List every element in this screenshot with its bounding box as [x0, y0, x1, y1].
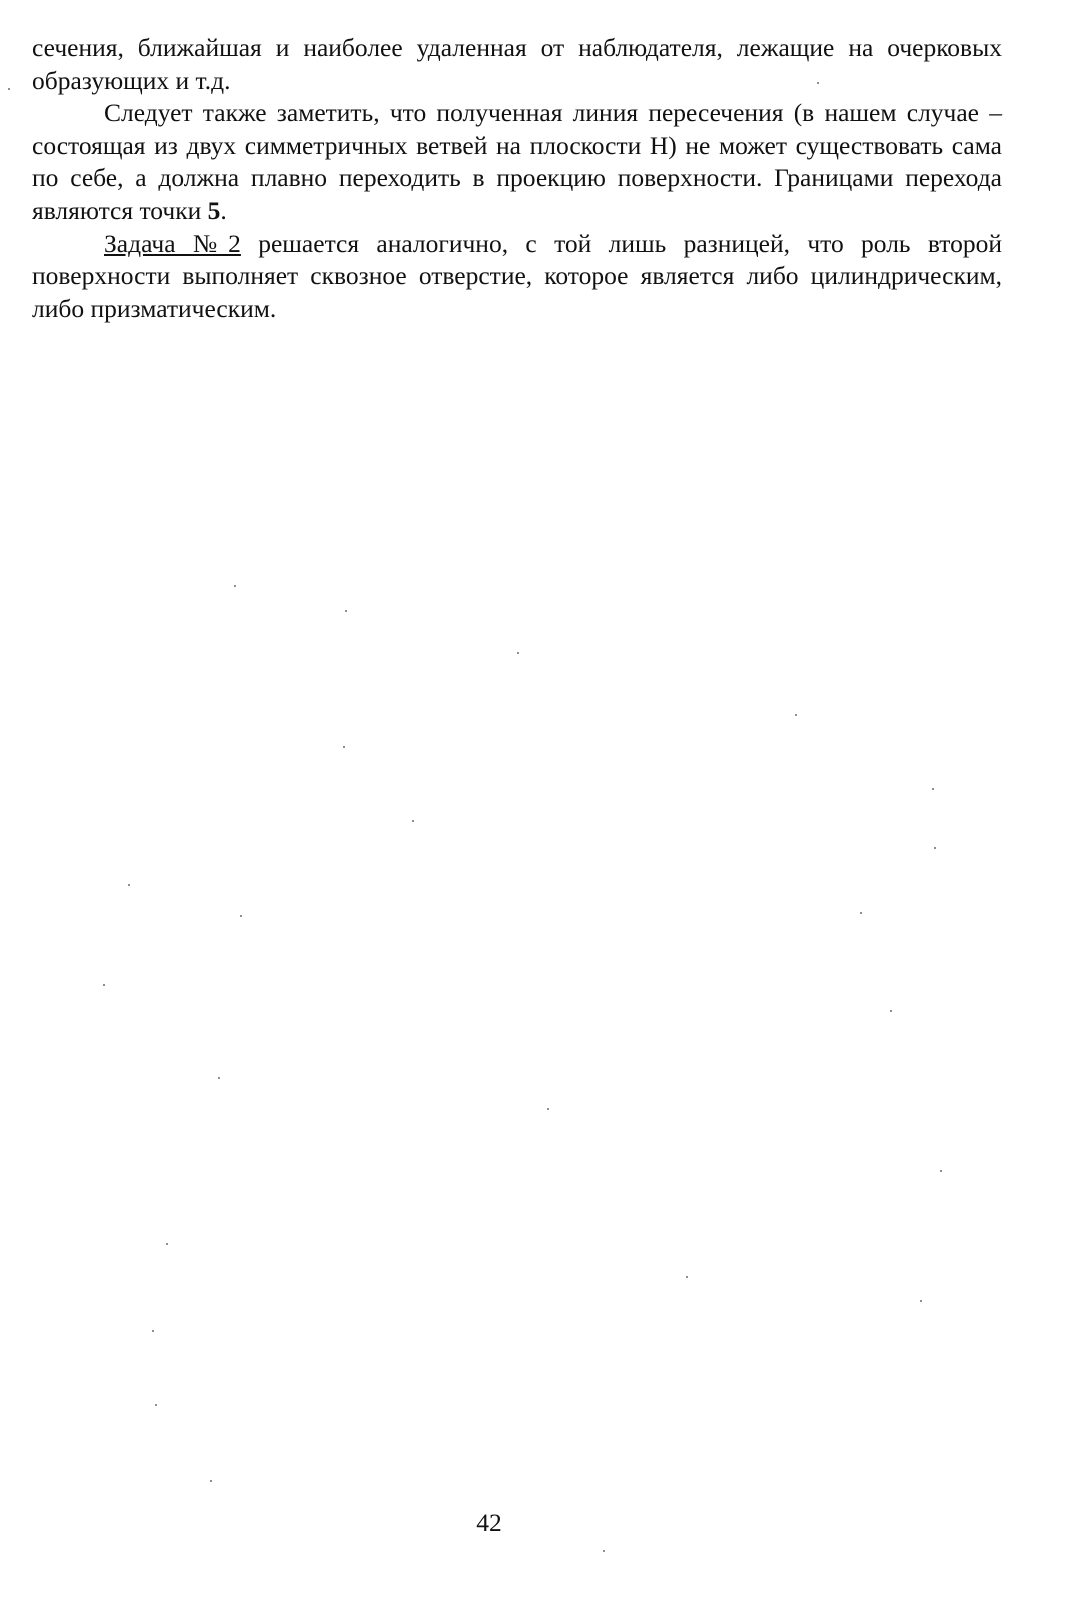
scan-speck [547, 1108, 549, 1110]
scan-speck [343, 746, 345, 748]
scan-speck [860, 912, 862, 914]
point-label: 5 [207, 195, 221, 225]
paragraph-task-2 [32, 228, 1002, 326]
scan-speck [940, 1170, 942, 1172]
scan-speck [920, 1300, 922, 1302]
paragraph-intersection-note [32, 97, 1002, 227]
scan-speck [890, 1010, 892, 1012]
scan-speck [345, 610, 347, 612]
paragraph-text: решается аналогично, с той лишь разницей, что роль второй поверхности выполняет сквозное отверстие, которое является либо цилиндрическим, либо призматическим. [32, 228, 1002, 323]
scan-speck [603, 1550, 605, 1552]
scan-speck [8, 88, 10, 90]
scan-speck [517, 652, 519, 654]
scan-speck [817, 82, 819, 84]
scan-speck [932, 788, 934, 790]
scan-speck [155, 1404, 157, 1406]
scan-speck [934, 847, 936, 849]
scan-speck [103, 984, 105, 986]
scan-speck [234, 585, 236, 587]
scan-speck [152, 1330, 154, 1332]
scan-speck [795, 714, 797, 716]
scan-speck [412, 820, 414, 822]
paragraph-continuation: сечения, ближайшая и наиболее удаленная от наблюдателя, лежащие на очерковых образующих и т.д. [32, 33, 1002, 95]
scan-speck [166, 1243, 168, 1245]
paragraph-text: Следует также заметить, что полученная линия пересечения (в нашем случае – состоящая из двух симметричных ветвей на плоскости Н) не может существовать сама по себе, а должна плавно переходить в проекцию поверхности. Границами перехода являются точки [32, 98, 1002, 225]
page-number: 42 [476, 1508, 502, 1537]
scan-speck [686, 1276, 688, 1278]
scan-speck [210, 1480, 212, 1482]
task-heading: Задача №2 [104, 228, 241, 258]
paragraph-text-end: . [220, 195, 227, 225]
body-text [32, 32, 1002, 325]
scan-speck [240, 915, 242, 917]
scan-speck [128, 884, 130, 886]
scan-speck [218, 1077, 220, 1079]
